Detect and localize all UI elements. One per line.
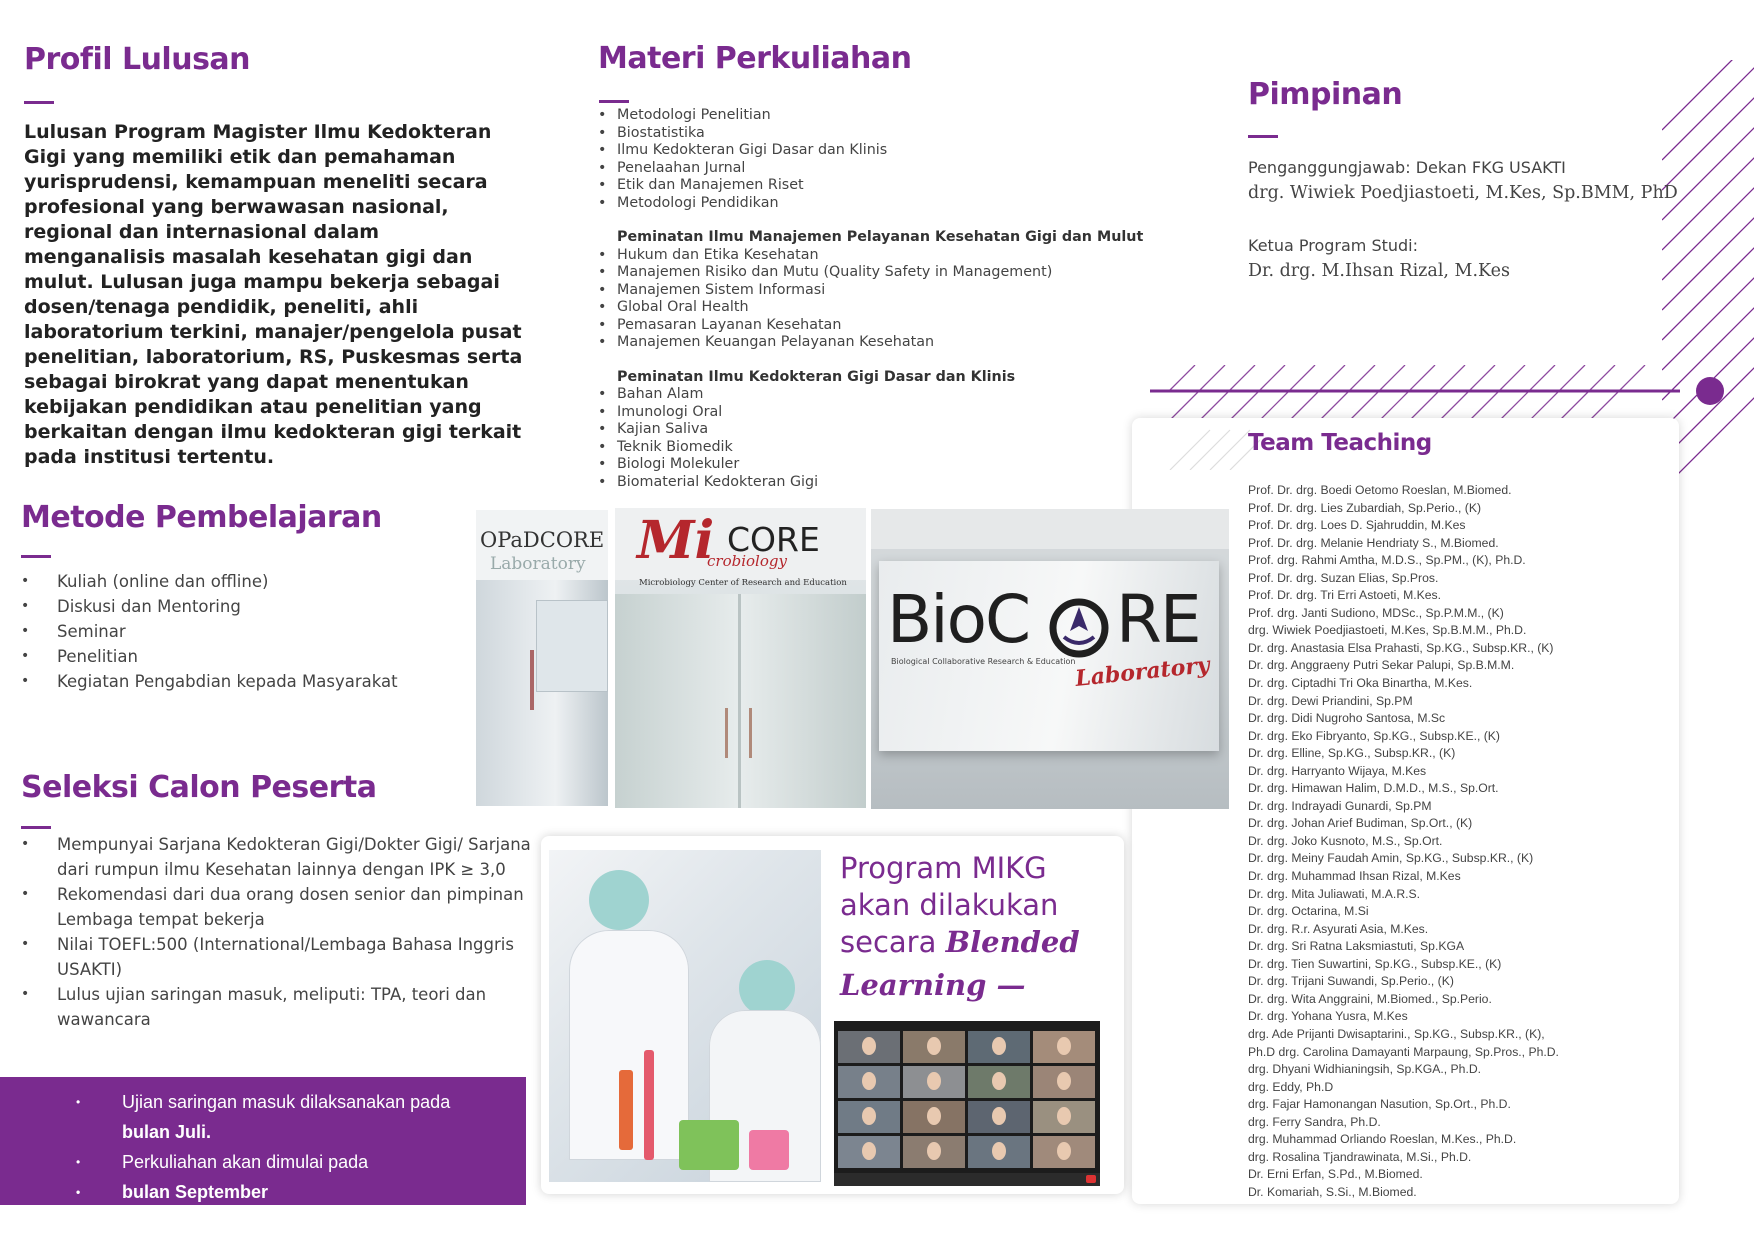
metode-list <box>21 569 398 694</box>
list-item: • Nilai TOEFL:500 (International/Lembaga Bahasa Inggris USAKTI) <box>21 932 541 982</box>
card-stripes-decoration <box>1160 420 1260 470</box>
schedule-line: • Ujian saringan masuk dilaksanakan pada <box>76 1087 450 1117</box>
team-member: Prof. Dr. drg. Lies Zubardiah, Sp.Perio., (K) <box>1248 500 1482 515</box>
list-item: • Etik dan Manajemen Riset <box>598 177 1158 195</box>
list-item: • Metodologi Penelitian <box>598 107 1158 125</box>
team-member: Dr. drg. Joko Kusnoto, M.S., Sp.Ort. <box>1248 833 1443 848</box>
team-member: Dr. drg. Meiny Faudah Amin, Sp.KG., Subsp.KR., (K) <box>1248 851 1534 866</box>
micore-sub: Microbiology Center of Research and Education <box>639 578 847 588</box>
list-item: • Manajemen Sistem Informasi <box>598 282 1158 300</box>
team-member: drg. Wiwiek Poedjiastoeti, M.Kes, Sp.B.M.M., Ph.D. <box>1248 623 1527 638</box>
video-tile <box>838 1136 900 1168</box>
blended-emphasis: Learning — <box>840 968 1026 1002</box>
pimpinan-title: Pimpinan <box>1248 77 1403 112</box>
team-member: Dr. drg. Didi Nugroho Santosa, M.Sc <box>1248 711 1446 726</box>
list-item: • Manajemen Risiko dan Mutu (Quality Safety in Management) <box>598 264 1158 282</box>
list-item: • Rekomendasi dari dua orang dosen senior dan pimpinan Lembaga tempat bekerja <box>21 882 541 932</box>
list-item: • Biologi Molekuler <box>598 456 1158 474</box>
pimpinan-label: Penganggungjawab: Dekan FKG USAKTI <box>1248 158 1566 177</box>
video-tile <box>903 1066 965 1098</box>
opadcore-sign: OPaDCORE <box>480 528 605 552</box>
team-member: drg. Muhammad Orliando Roeslan, M.Kes., Ph.D. <box>1248 1132 1517 1147</box>
title-underline <box>24 101 54 104</box>
team-member: Prof. Dr. drg. Tri Erri Astoeti, M.Kes. <box>1248 588 1442 603</box>
biocore-emblem-icon <box>1044 593 1114 663</box>
list-item: • Metodologi Pendidikan <box>598 195 1158 213</box>
video-tile <box>1033 1136 1095 1168</box>
blended-line: Program MIKG <box>840 851 1047 885</box>
video-tile <box>903 1136 965 1168</box>
team-member: Dr. drg. Himawan Halim, D.M.D., M.S., Sp.Ort. <box>1248 781 1499 796</box>
micore-lab-photo <box>615 508 866 808</box>
team-member: Prof. Dr. drg. Suzan Elias, Sp.Pros. <box>1248 570 1439 585</box>
video-tile <box>968 1031 1030 1063</box>
team-member: Dr. drg. Muhammad Ihsan Rizal, M.Kes <box>1248 869 1461 884</box>
video-tile <box>968 1136 1030 1168</box>
team-member: Prof. Dr. drg. Loes D. Sjahruddin, M.Kes <box>1248 518 1466 533</box>
video-tile <box>838 1101 900 1133</box>
schedule-line: • Perkuliahan akan dimulai pada <box>76 1147 450 1177</box>
title-underline <box>599 100 629 103</box>
team-member: Dr. drg. R.r. Asyurati Asia, M.Kes. <box>1248 921 1429 936</box>
micore-script: crobiology <box>707 552 787 570</box>
team-member: drg. Rosalina Tjandrawinata, M.Si., Ph.D. <box>1248 1149 1472 1164</box>
team-member: Prof. drg. Janti Sudiono, MDSc., Sp.P.M.M., (K) <box>1248 605 1504 620</box>
team-member: Ph.D drg. Carolina Damayanti Marpaung, Sp.Pros., Ph.D. <box>1248 1044 1559 1059</box>
blended-emphasis: Blended <box>945 925 1080 959</box>
video-tile <box>903 1031 965 1063</box>
team-title: Team Teaching <box>1248 430 1432 456</box>
list-item: • Bahan Alam <box>598 386 1158 404</box>
pimpinan-name: drg. Wiwiek Poedjiastoeti, M.Kes, Sp.BMM, PhD <box>1248 183 1678 203</box>
team-member: Prof. Dr. drg. Boedi Oetomo Roeslan, M.Biomed. <box>1248 483 1512 497</box>
list-item: • Pemasaran Layanan Kesehatan <box>598 317 1158 335</box>
team-member: Dr. drg. Mita Juliawati, M.A.R.S. <box>1248 886 1421 901</box>
seleksi-title: Seleksi Calon Peserta <box>21 770 377 805</box>
team-member: Dr. drg. Johan Arief Budiman, Sp.Ort., (K) <box>1248 816 1473 831</box>
team-member: Dr. drg. Ciptadhi Tri Oka Binartha, M.Kes. <box>1248 676 1473 691</box>
team-member: drg. Dhyani Widhianingsih, Sp.KGA., Ph.D. <box>1248 1062 1482 1077</box>
profil-title: Profil Lulusan <box>24 42 251 77</box>
biocore-lab-photo <box>871 509 1229 809</box>
team-list <box>1248 482 1559 1201</box>
list-item: • Imunologi Oral <box>598 404 1158 422</box>
team-member: drg. Eddy, Ph.D <box>1248 1079 1334 1094</box>
title-underline <box>21 555 51 558</box>
team-member: Dr. drg. Elline, Sp.KG., Subsp.KR., (K) <box>1248 746 1456 761</box>
micore-mi: Mi <box>637 510 715 571</box>
team-member: Prof. Dr. drg. Melanie Hendriaty S., M.Biomed. <box>1248 535 1499 550</box>
profil-text: Lulusan Program Magister Ilmu Kedokteran Gigi yang memiliki etik dan pemahaman yurisprudensi, kemampuan meneliti secara profesional yang berwawasan nasional, regional dan internasional dalam menganalisis masalah kesehatan gigi dan mulut. Lulusan juga mampu bekerja sebagai dosen/tenaga pendidik, peneliti, ahli laboratorium terkini, manajer/pengelola pusat penelitian, laboratorium, RS, Puskesmas serta sebagai birokrat yang dapat menentukan kebijakan pendidikan atau penelitian yang berkaitan dengan ilmu kedokteran gigi terkait pada institusi tertentu. <box>24 121 523 468</box>
team-member: Dr. drg. Dewi Priandini, Sp.PM <box>1248 693 1413 708</box>
team-member: Dr. Komariah, S.Si., M.Biomed. <box>1248 1184 1417 1199</box>
team-member: Dr. drg. Octarina, M.Si <box>1248 904 1369 919</box>
micore-core: CORE <box>727 520 820 559</box>
list-item: • Seminar <box>21 619 398 644</box>
schedule-bold: • bulan September <box>76 1177 450 1207</box>
blended-line: secara <box>840 925 937 959</box>
biocore-sub: Biological Collaborative Research & Education <box>891 657 1076 666</box>
title-underline <box>21 826 51 829</box>
team-member: Dr. drg. Harryanto Wijaya, M.Kes <box>1248 763 1427 778</box>
team-member: Prof. drg. Rahmi Amtha, M.D.S., Sp.PM., (K), Ph.D. <box>1248 553 1526 568</box>
team-member: Dr. drg. Tien Suwartini, Sp.KG., Subsp.KE., (K) <box>1248 956 1502 971</box>
title-underline <box>1248 135 1278 138</box>
video-tile <box>838 1031 900 1063</box>
opadcore-lab-photo <box>476 510 608 806</box>
schedule-bold: bulan Juli. <box>122 1122 212 1142</box>
lab-researchers-photo <box>549 850 821 1182</box>
biocore-bio: BioC <box>887 581 1030 658</box>
list-item: • Teknik Biomedik <box>598 439 1158 457</box>
online-meeting-screenshot <box>834 1021 1100 1186</box>
blended-learning-text <box>840 850 1100 1004</box>
video-tile <box>1033 1101 1095 1133</box>
video-tile <box>968 1101 1030 1133</box>
metode-title: Metode Pembelajaran <box>21 500 382 535</box>
list-item: • Kuliah (online dan offline) <box>21 569 398 594</box>
materi-list <box>598 107 1158 491</box>
list-item: • Lulus ujian saringan masuk, meliputi: TPA, teori dan wawancara <box>21 982 541 1032</box>
biocore-lab: Laboratory <box>1074 652 1211 692</box>
team-member: drg. Fajar Hamonangan Nasution, Sp.Ort., Ph.D. <box>1248 1097 1511 1112</box>
video-tile <box>1033 1031 1095 1063</box>
team-member: Dr. Erni Erfan, S.Pd., M.Biomed. <box>1248 1167 1423 1182</box>
list-item: • Global Oral Health <box>598 299 1158 317</box>
list-item: • Kegiatan Pengabdian kepada Masyarakat <box>21 669 398 694</box>
team-member: drg. Ade Prijanti Dwisaptarini., Sp.KG., Subsp.KR., (K), <box>1248 1026 1545 1041</box>
peminatan-heading: Peminatan Ilmu Manajemen Pelayanan Kesehatan Gigi dan Mulut <box>617 229 1144 245</box>
list-item: • Biomaterial Kedokteran Gigi <box>598 474 1158 492</box>
team-member: Dr. drg. Anggraeny Putri Sekar Palupi, Sp.B.M.M. <box>1248 658 1515 673</box>
kaprodi-label: Ketua Program Studi: <box>1248 236 1418 255</box>
opadcore-sub: Laboratory <box>490 554 586 574</box>
video-tile <box>1033 1066 1095 1098</box>
team-member: Dr. drg. Sri Ratna Laksmiastuti, Sp.KGA <box>1248 939 1465 954</box>
list-item: • Penelitian <box>21 644 398 669</box>
video-tile <box>838 1066 900 1098</box>
list-item: • Penelaahan Jurnal <box>598 160 1158 178</box>
blended-line: akan dilakukan <box>840 888 1059 922</box>
kaprodi-name: Dr. drg. M.Ihsan Rizal, M.Kes <box>1248 261 1510 281</box>
team-member: Dr. drg. Trijani Suwandi, Sp.Perio., (K) <box>1248 974 1454 989</box>
list-item: • Diskusi dan Mentoring <box>21 594 398 619</box>
team-member: Dr. drg. Anastasia Elsa Prahasti, Sp.KG., Subsp.KR., (K) <box>1248 640 1554 655</box>
seleksi-list <box>21 832 541 1032</box>
list-item: • Kajian Saliva <box>598 421 1158 439</box>
schedule-box <box>0 1077 526 1205</box>
list-item: • Ilmu Kedokteran Gigi Dasar dan Klinis <box>598 142 1158 160</box>
list-item: • Biostatistika <box>598 125 1158 143</box>
list-item: • Manajemen Keuangan Pelayanan Kesehatan <box>598 334 1158 352</box>
team-member: drg. Ferry Sandra, Ph.D. <box>1248 1114 1381 1129</box>
team-member: Dr. drg. Wita Anggraini, M.Biomed., Sp.Perio. <box>1248 991 1492 1006</box>
team-member: Dr. drg. Eko Fibryanto, Sp.KG., Subsp.KE., (K) <box>1248 728 1500 743</box>
list-item: • Hukum dan Etika Kesehatan <box>598 247 1158 265</box>
peminatan-heading: Peminatan Ilmu Kedokteran Gigi Dasar dan Klinis <box>617 368 1016 385</box>
materi-title: Materi Perkuliahan <box>598 41 912 76</box>
video-tile <box>968 1066 1030 1098</box>
team-member: Dr. drg. Indrayadi Gunardi, Sp.PM <box>1248 798 1432 813</box>
biocore-re: RE <box>1116 581 1200 658</box>
list-item: • Mempunyai Sarjana Kedokteran Gigi/Dokter Gigi/ Sarjana dari rumpun ilmu Kesehatan lainnya dengan IPK ≥ 3,0 <box>21 832 541 882</box>
video-tile <box>903 1101 965 1133</box>
team-member: Dr. drg. Yohana Yusra, M.Kes <box>1248 1009 1408 1024</box>
